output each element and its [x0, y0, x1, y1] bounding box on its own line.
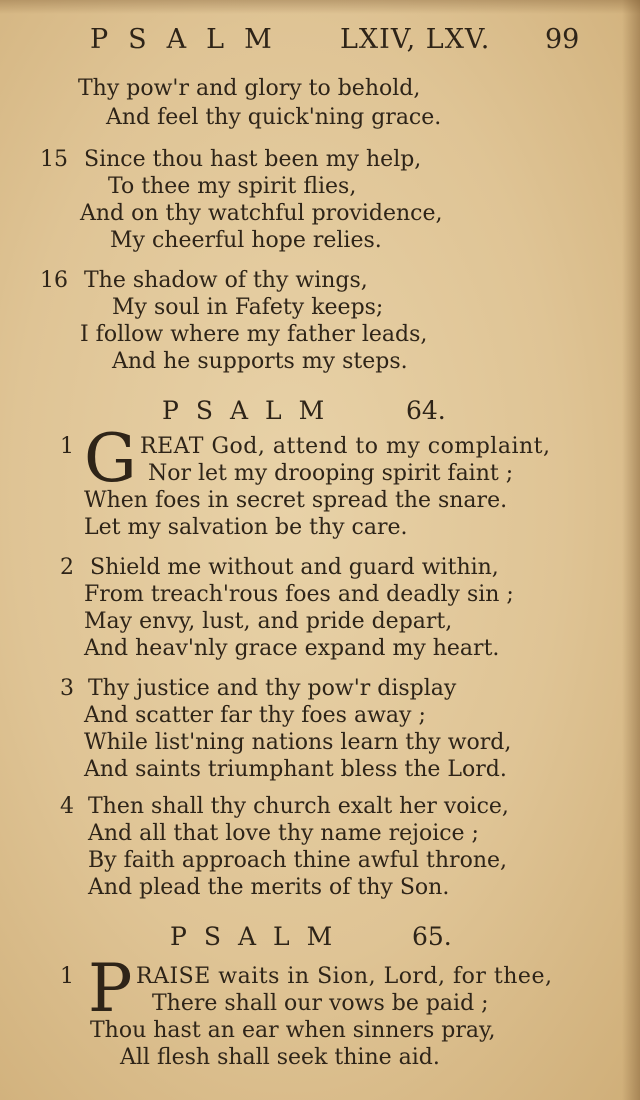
verse-line: All flesh shall seek thine aid.: [120, 1045, 440, 1070]
psalm-heading-number: 65.: [412, 922, 452, 951]
psalm-heading: PSALM: [162, 396, 342, 425]
verse-number: 16: [40, 268, 68, 293]
verse-line: And plead the merits of thy Son.: [88, 875, 450, 900]
verse-number: 1: [60, 964, 74, 989]
verse-line: Let my salvation be thy care.: [84, 515, 408, 540]
verse-line: And on thy watchful providence,: [80, 201, 443, 226]
page-shadow-top: [0, 0, 640, 14]
page-shadow-right: [622, 0, 640, 1100]
verse-number: 15: [40, 147, 68, 172]
verse-line: The shadow of thy wings,: [84, 268, 368, 293]
verse-line: From treach'rous foes and deadly sin ;: [84, 582, 514, 607]
verse-line: Thy justice and thy pow'r display: [88, 676, 457, 701]
verse-line: And all that love thy name rejoice ;: [88, 821, 479, 846]
verse-line: Nor let my drooping spirit faint ;: [148, 461, 514, 486]
psalm-heading: PSALM: [170, 922, 350, 951]
verse-line: Thou hast an ear when sinners pray,: [90, 1018, 496, 1043]
page-number: 99: [545, 24, 580, 55]
verse-number: 4: [60, 794, 74, 819]
verse-line: When foes in secret spread the snare.: [84, 488, 508, 513]
verse-line: My soul in Fafety keeps;: [112, 295, 384, 320]
verse-line: Then shall thy church exalt her voice,: [88, 794, 509, 819]
verse-line: And saints triumphant bless the Lord.: [84, 757, 507, 782]
verse-line: By faith approach thine awful throne,: [88, 848, 507, 873]
verse-line: Shield me without and guard within,: [90, 555, 499, 580]
verse-line: RAISE waits in Sion, Lord, for thee,: [136, 964, 553, 989]
verse-line: My cheerful hope relies.: [110, 228, 382, 253]
verse-line: To thee my spirit flies,: [108, 174, 357, 199]
psalm-heading-number: 64.: [406, 396, 446, 425]
verse-line: Thy pow'r and glory to behold,: [78, 76, 421, 101]
verse-line: And he supports my steps.: [112, 349, 408, 374]
verse-line: I follow where my father leads,: [80, 322, 428, 347]
drop-cap: P: [88, 950, 133, 1027]
verse-line: May envy, lust, and pride depart,: [84, 609, 453, 634]
verse-line: There shall our vows be paid ;: [152, 991, 489, 1016]
verse-line: REAT God, attend to my complaint,: [140, 434, 551, 459]
verse-line: And scatter far thy foes away ;: [84, 703, 426, 728]
verse-number: 2: [60, 555, 74, 580]
verse-line: And heav'nly grace expand my heart.: [84, 636, 500, 661]
verse-line: While list'ning nations learn thy word,: [84, 730, 512, 755]
running-head-psalm-numerals: LXIV, LXV.: [340, 24, 491, 55]
drop-cap: G: [84, 420, 137, 497]
running-head-title: PSALM: [90, 24, 292, 55]
verse-line: Since thou hast been my help,: [84, 147, 422, 172]
verse-line: And feel thy quick'ning grace.: [106, 105, 442, 130]
running-head: [0, 20, 640, 60]
verse-number: 1: [60, 434, 74, 459]
verse-number: 3: [60, 676, 74, 701]
